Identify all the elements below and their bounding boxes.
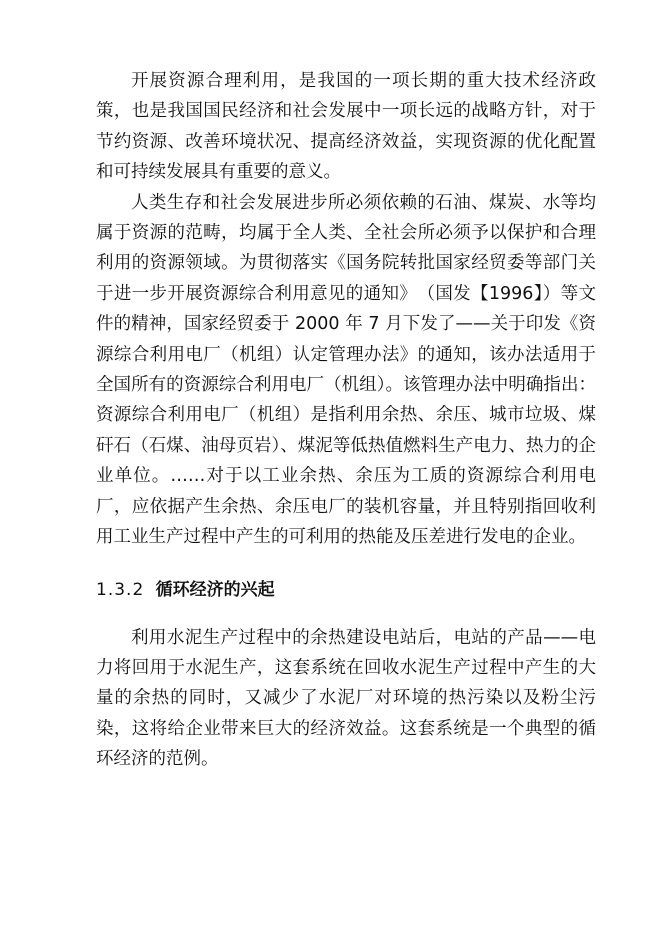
document-page <box>96 66 596 775</box>
body-paragraph-1: 开展资源合理利用，是我国的一项长期的重大技术经济政策，也是我国国民经济和社会发展中一项长远的战略方针，对于节约资源、改善环境状况、提高经济效益，实现资源的优化配置和可持续发展具有重要的意义。 <box>96 71 596 183</box>
section-heading <box>96 575 596 605</box>
section-title: 循环经济的兴起 <box>155 579 275 600</box>
body-paragraph-2: 人类生存和社会发展进步所必须依赖的石油、煤炭、水等均属于资源的范畴，均属于全人类、全社会所必须予以保护和合理利用的资源领域。为贯彻落实《国务院转批国家经贸委等部门关于进一步开展资源综合利用意见的通知》 （国发【1996】）等文件的精神，国家经贸委于 2000 年 7 月下发了——关于印发《资源综合利用电厂（机组）认定管理办法》的通知，该办法适用于全国所有的资源综合利用电厂（机组）。该管理办法中明确指出：资源综合利用电厂（机组）是指利用余热、余压、城市垃圾、煤矸石（石煤、油母页岩）、煤泥等低热值燃料生产电力、热力的企业单位。……对于以工业余热、余压为工质的资源综合利用电厂，应依据产生余热、余压电厂的装机容量，并且特别指回收利用工业生产过程中产生的可利用的热能及压差进行发电的企业。 <box>96 192 596 548</box>
section-number: 1.3.2 <box>96 579 145 600</box>
section-paragraph-1: 利用水泥生产过程中的余热建设电站后，电站的产品——电力将回用于水泥生产，这套系统在回收水泥生产过程中产生的大量的余热的同时，又减少了水泥厂对环境的热污染以及粉尘污染，这将给企业带来巨大的经济效益。这套系统是一个典型的循环经济的范例。 <box>96 627 596 770</box>
